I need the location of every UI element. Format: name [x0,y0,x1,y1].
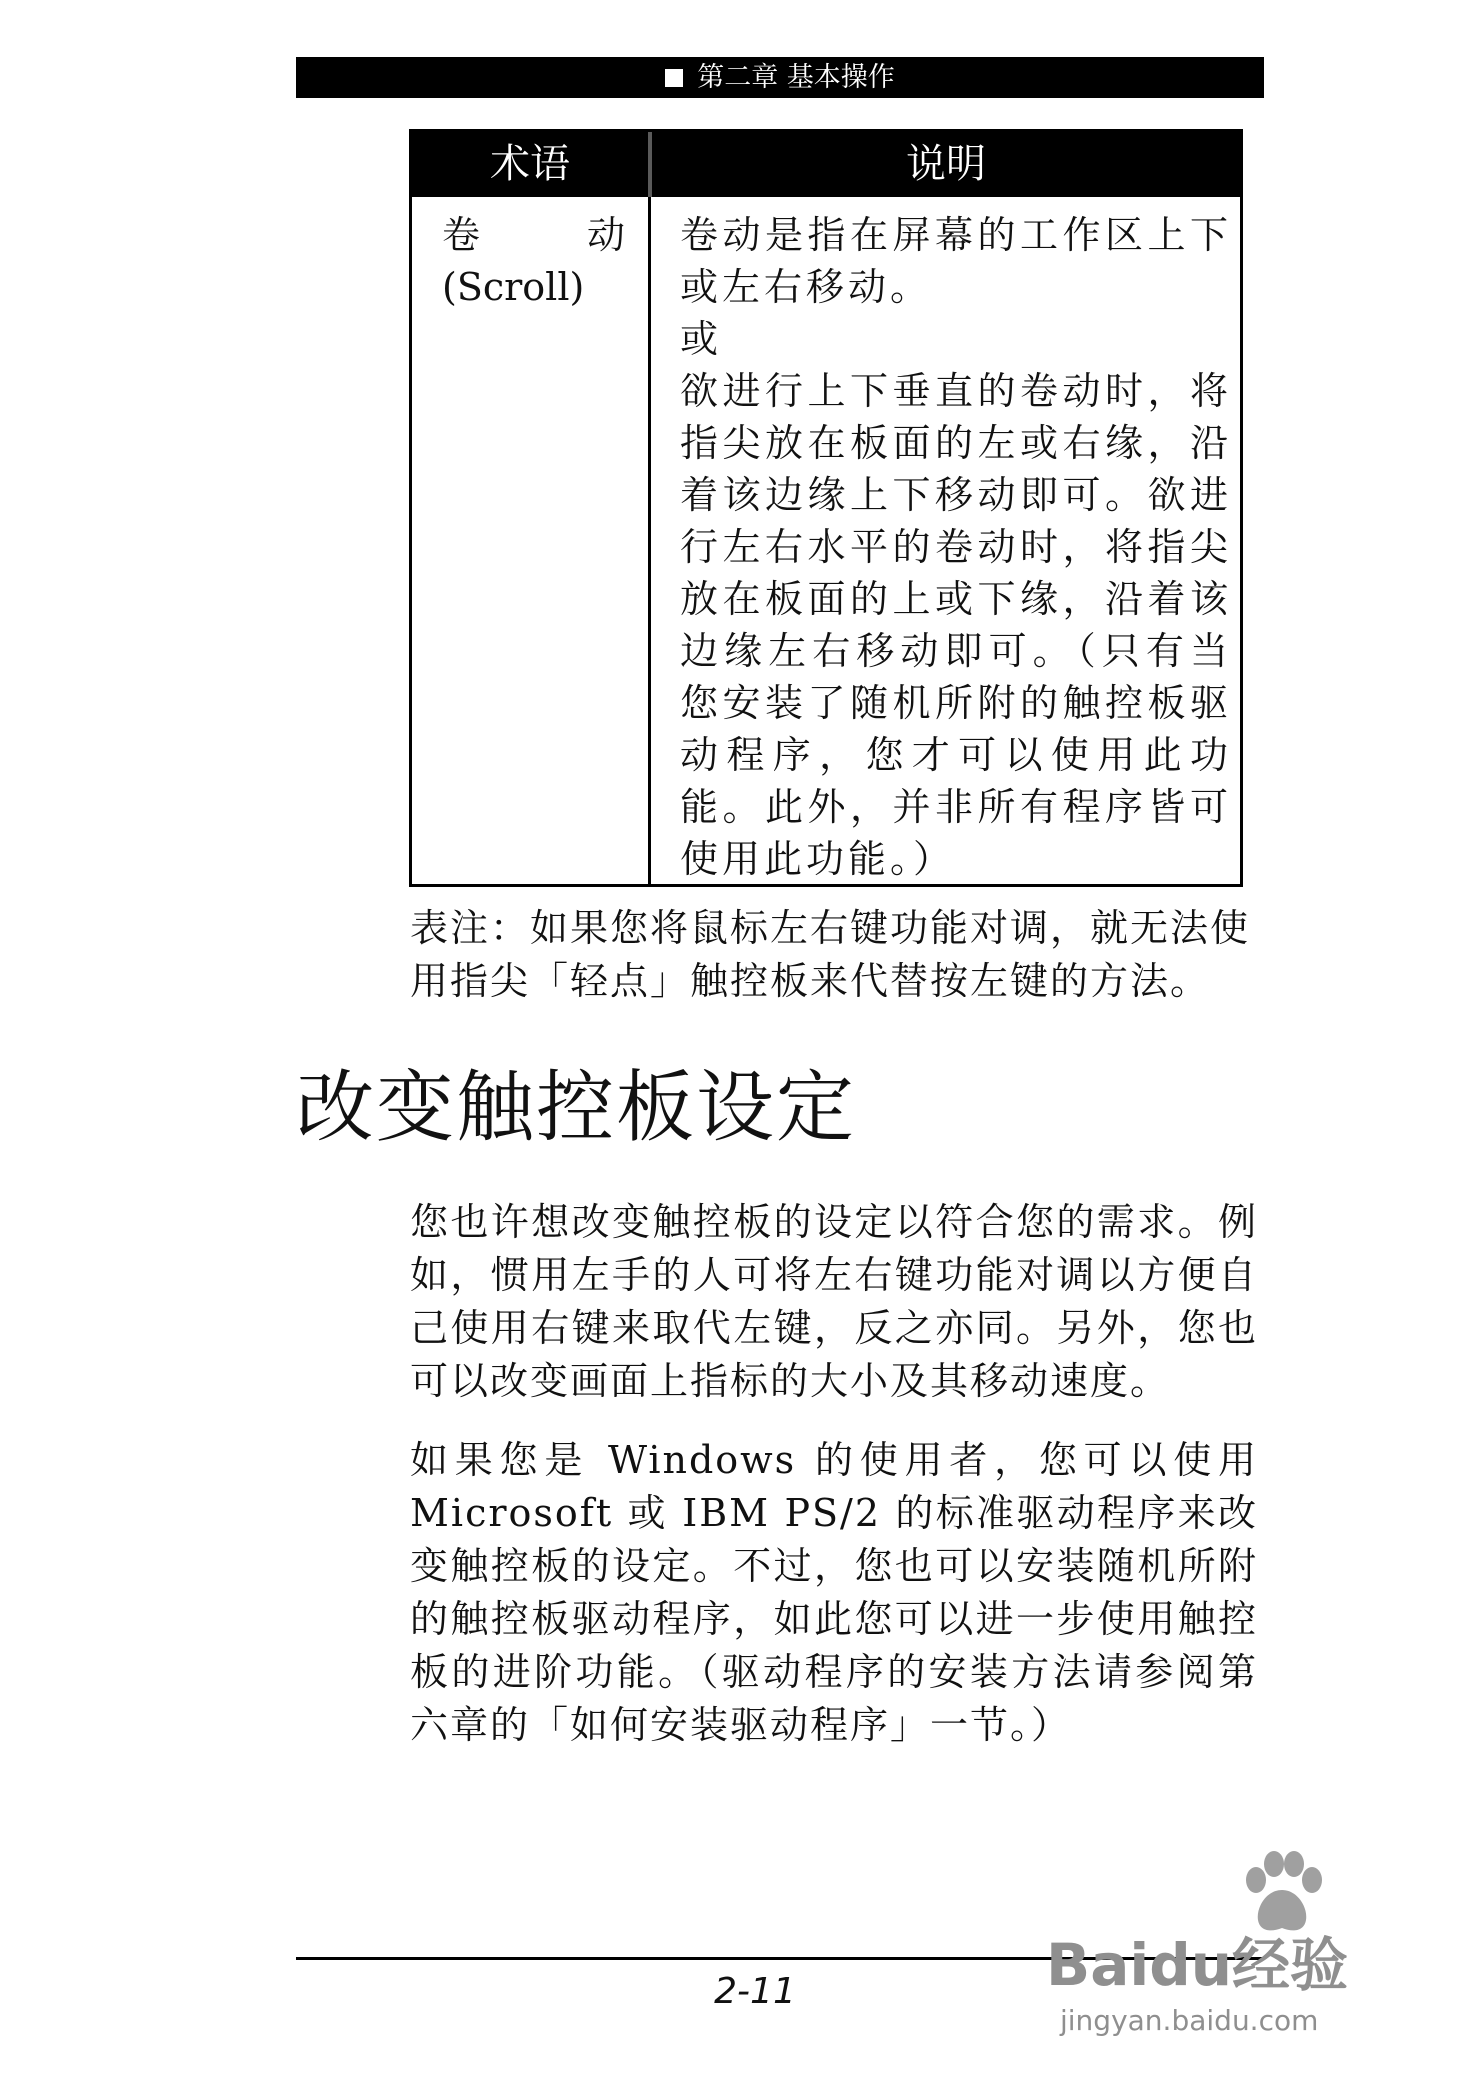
term-word-2: 动 [586,213,625,257]
table-note: 表注：如果您将鼠标左右键功能对调，就无法使用指尖「轻点」触控板来代替按左键的方法。 [410,906,1251,1003]
square-bullet-icon [665,69,683,87]
table-header-term: 术语 [490,141,570,187]
baidu-watermark [1046,1850,1376,2060]
section-paragraph-2: 如果您是 Windows 的使用者，您可以使用 Microsoft 或 IBM PS/2 的标准驱动程序来改变触控板的设定。不过，您也可以安装随机所附的触控板驱动程序，如此您可以进一步使用触控板的进阶功能。（驱动程序的安装方法请参阅第六章的「如何安装驱动程序」一节。） [410,1438,1258,1747]
description-cell [680,209,1232,885]
chapter-header [296,57,1264,98]
term-word-1: 卷 [442,213,481,257]
watermark-logo-text: Baidu经验 [1046,1931,1349,1999]
description-line-3: 欲进行上下垂直的卷动时，将指尖放在板面的左或右缘，沿着该边缘上下移动即可。欲进行左右水平的卷动时，将指尖放在板面的上或下缘，沿着该边缘左右移动即可。（只有当您安装了随机所附的触控板驱动程序，您才可以使用此功能。此外，并非所有程序皆可使用此功能。） [680,369,1232,881]
section-paragraph-1: 您也许想改变触控板的设定以符合您的需求。例如，惯用左手的人可将左右键功能对调以方便自己使用右键来取代左键，反之亦同。另外，您也可以改变画面上指标的大小及其移动速度。 [410,1200,1258,1403]
table-header-description: 说明 [906,141,986,187]
watermark-url: jingyan.baidu.com [1060,2004,1319,2037]
description-line-2: 或 [680,317,723,361]
term-english: (Scroll) [442,265,585,309]
chapter-header-text: 第二章 基本操作 [697,62,895,93]
section-title: 改变触控板设定 [296,1063,857,1153]
description-line-1: 卷动是指在屏幕的工作区上下或左右移动。 [680,213,1232,309]
term-cell [442,209,625,313]
terms-table [409,129,1243,887]
paw-icon [1236,1850,1328,1942]
page-number: 2-11 [714,1971,796,2012]
column-divider [648,197,651,884]
table-header-row [412,132,1240,197]
